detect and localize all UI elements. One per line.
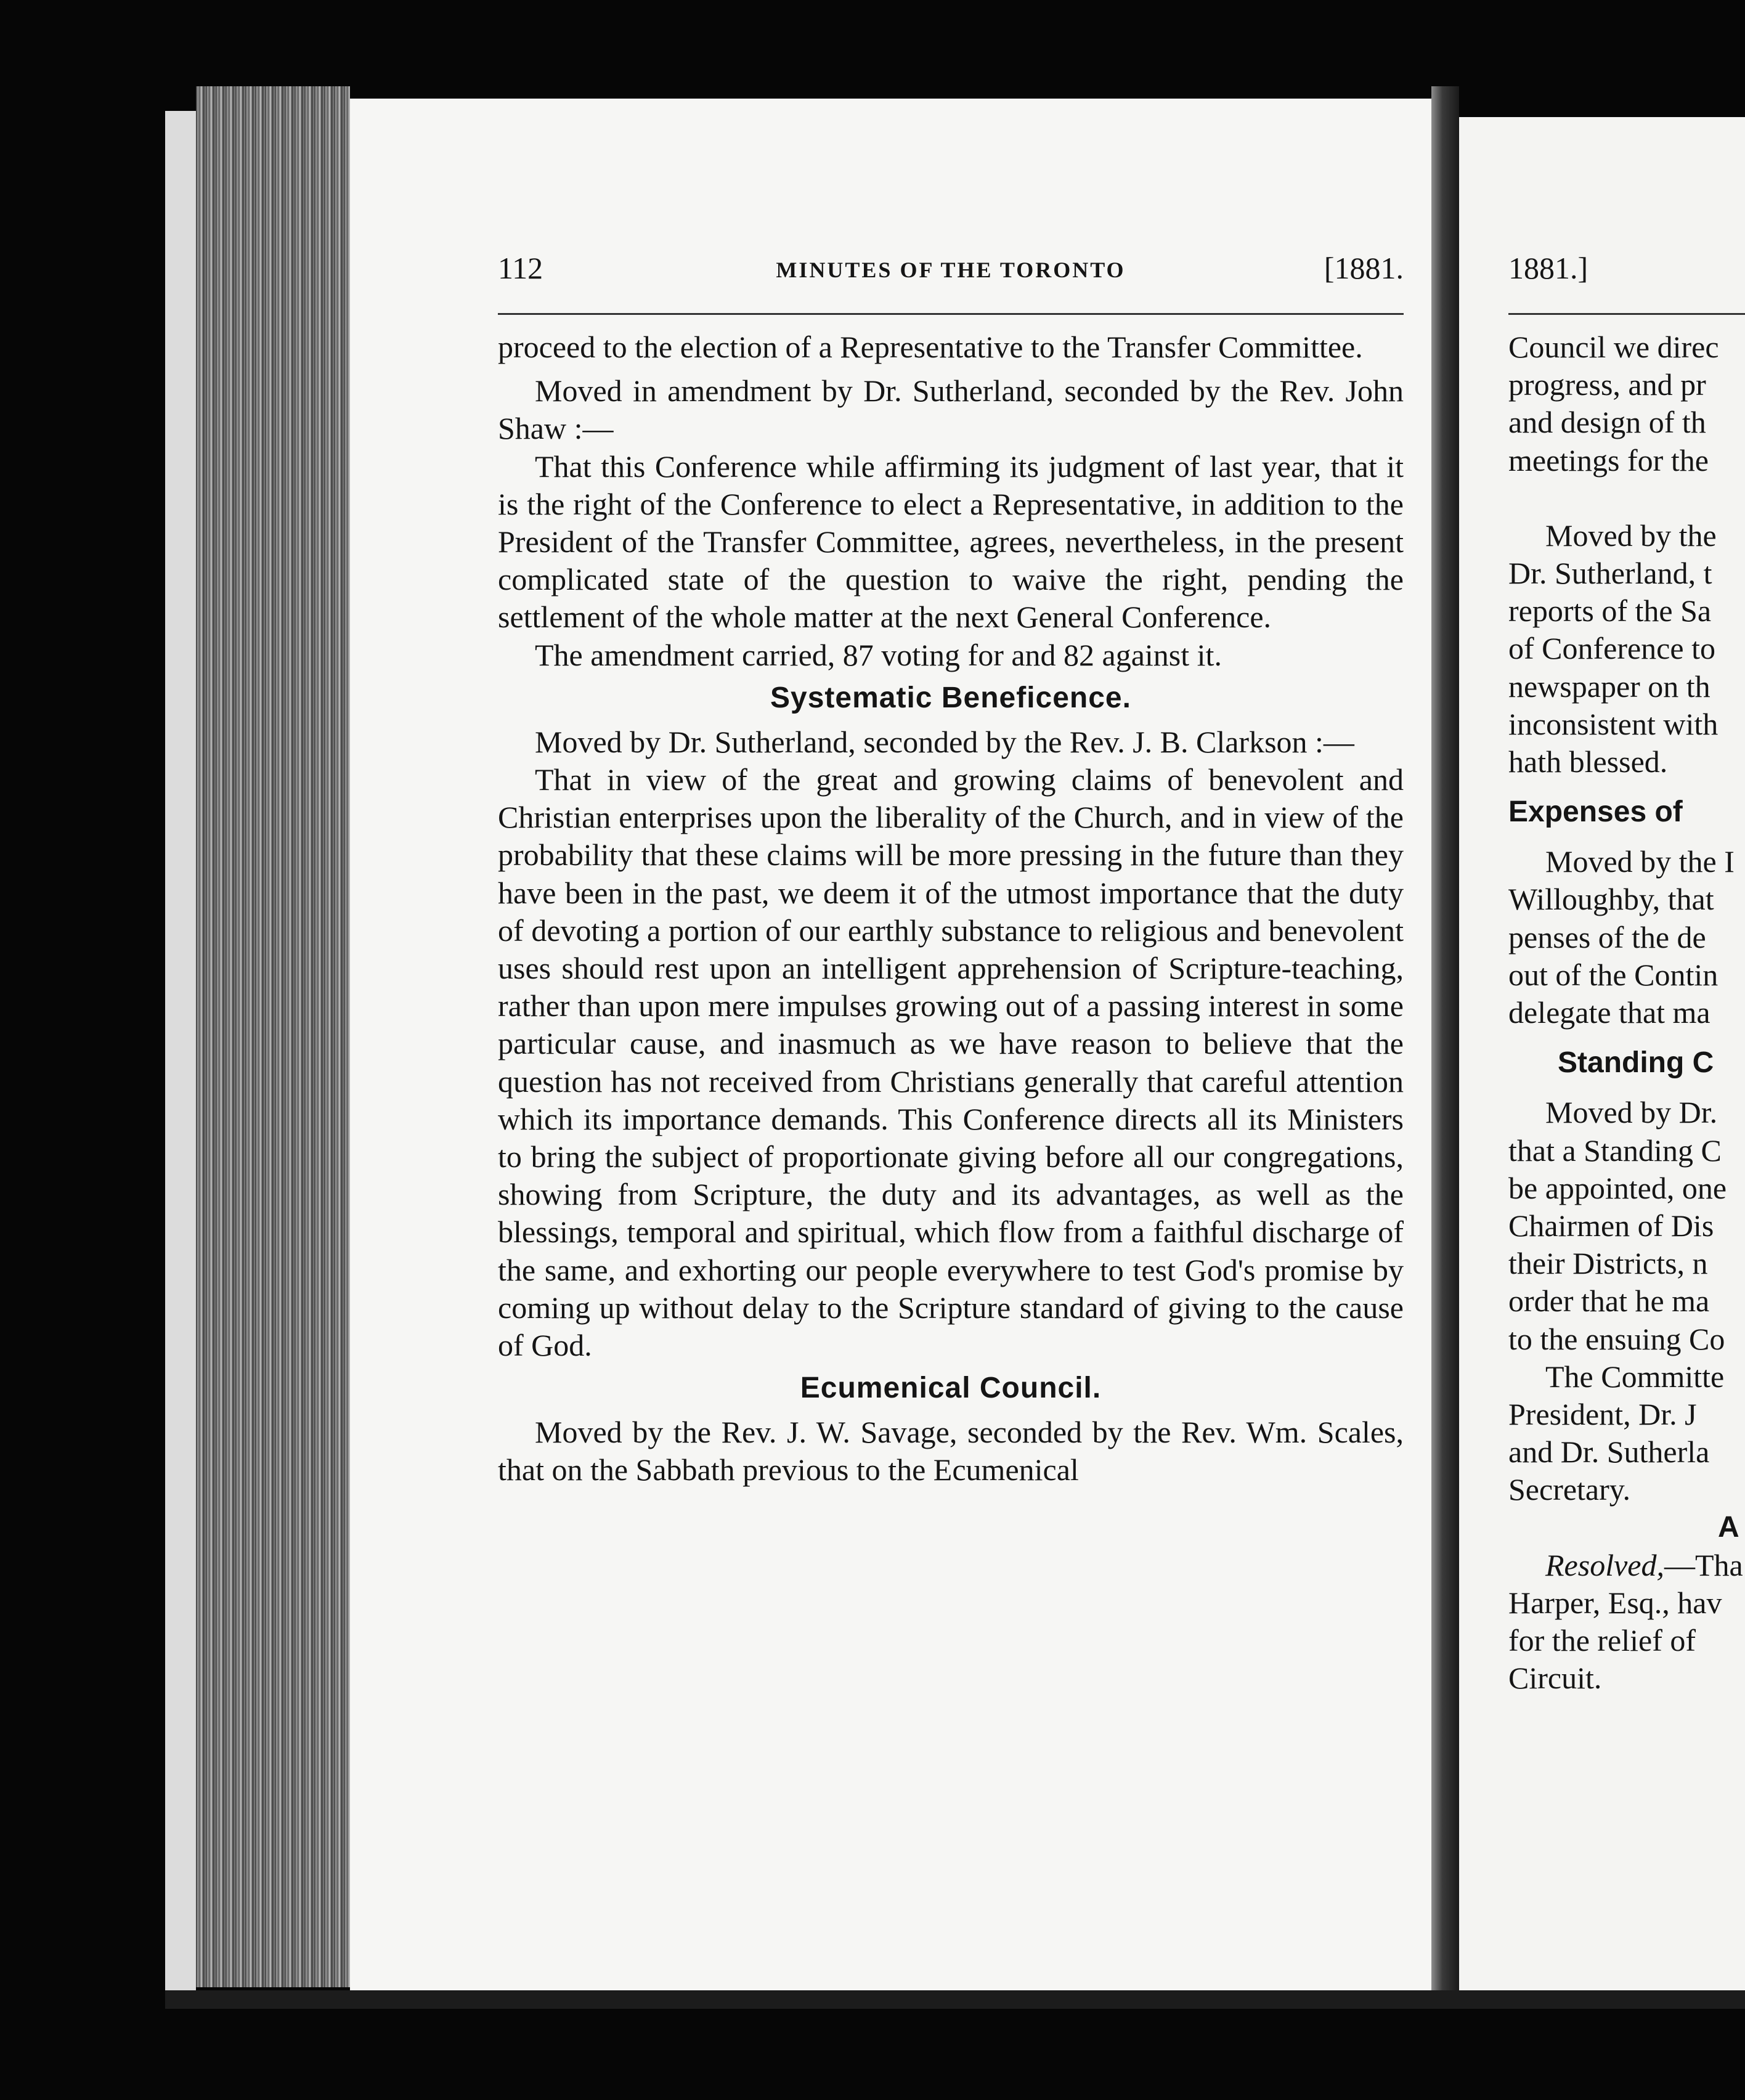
running-head bbox=[498, 246, 1404, 290]
text-line: newspaper on th bbox=[1508, 669, 1710, 704]
section-heading: A bbox=[1718, 1511, 1739, 1544]
section-heading: Standing C bbox=[1558, 1046, 1714, 1080]
page-number: 112 bbox=[498, 251, 543, 285]
section-heading: Ecumenical Council. bbox=[800, 1372, 1102, 1405]
text-line: Council we direc bbox=[1508, 330, 1719, 364]
paragraph: Moved by Dr. Sutherland, seconded by the Rev. J. B. Clarkson :— bbox=[535, 724, 1354, 759]
book-gutter bbox=[1431, 86, 1459, 1990]
paragraph: That this Conference while affirming its judgment of last year, that it is the right of the Conference to elect a Representative, in addition to the President of the Transfer Committee, agrees, nevertheless, in the present complicated state of the question to waive the right, pending the settlement of the whole matter at the next General Conference. bbox=[498, 449, 1404, 635]
text-line: delegate that ma bbox=[1508, 995, 1710, 1030]
paragraph: proceed to the election of a Representative to the Transfer Committee. bbox=[498, 330, 1363, 364]
text-line: penses of the de bbox=[1508, 919, 1706, 954]
text-line: Willoughby, that bbox=[1508, 882, 1714, 917]
spacer bbox=[1508, 1081, 1745, 1094]
text-line: Circuit. bbox=[1508, 1661, 1602, 1696]
spacer bbox=[1508, 1032, 1745, 1044]
book-cover-edge bbox=[165, 111, 196, 1990]
text-line: Dr. Sutherland, t bbox=[1508, 555, 1712, 590]
text-line: Moved by the bbox=[1545, 518, 1717, 553]
text-line: hath blessed. bbox=[1508, 744, 1668, 779]
text-line: to the ensuing Co bbox=[1508, 1321, 1725, 1356]
spacer bbox=[1508, 479, 1745, 517]
resolved-label: Resolved, bbox=[1545, 1547, 1664, 1582]
text-line: and Dr. Sutherla bbox=[1508, 1435, 1710, 1470]
resolved-text: —Tha bbox=[1664, 1547, 1743, 1582]
text-line: President, Dr. J bbox=[1508, 1396, 1697, 1431]
paragraph: Moved by the Rev. J. W. Savage, seconded by the Rev. Wm. Scales, that on the Sabbath previous to the Ecumenical bbox=[498, 1415, 1404, 1488]
left-page-text bbox=[498, 246, 1404, 1489]
section-heading: Expenses of bbox=[1508, 796, 1683, 829]
text-line: Secretary. bbox=[1508, 1472, 1631, 1507]
paragraph: That in view of the great and growing claims of benevolent and Christian enterprises upon the liberality of the Church, and in view of the probability that these claims will be more pressing in the future than they have been in the past, we deem it of the utmost importance that the duty of devoting a portion of our earthly substance to religious and benevolent uses should rest upon an intelligent apprehension of Scripture-teaching, rather than upon mere impulses growing out of a passing interest in some particular cause, and inasmuch as we have reason to believe that the question has not received from Christians generally that careful attention which its importance demands. This Conference directs all its Ministers to bring the subject of proportionate giving before all our congregations, showing from Scripture, the duty and its advantages, as well as the blessings, temporal and spiritual, which flow from a faithful discharge of the same, and exhorting our people everywhere to test God's promise by coming up without delay to the Scripture standard of giving to the cause of God. bbox=[498, 762, 1404, 1363]
right-page-text bbox=[1508, 246, 1745, 1697]
text-line: order that he ma bbox=[1508, 1284, 1710, 1319]
text-line: that a Standing C bbox=[1508, 1133, 1722, 1168]
paragraph: Moved in amendment by Dr. Sutherland, seconded by the Rev. John Shaw :— bbox=[498, 373, 1404, 446]
text-line: The Committe bbox=[1545, 1359, 1725, 1394]
text-line: reports of the Sa bbox=[1508, 593, 1712, 629]
spacer bbox=[1508, 831, 1745, 843]
text-line: be appointed, one bbox=[1508, 1170, 1727, 1205]
bottom-shadow bbox=[165, 1990, 1745, 2009]
running-year: [1881. bbox=[1324, 251, 1404, 285]
text-line: progress, and pr bbox=[1508, 367, 1706, 402]
text-line: for the relief of bbox=[1508, 1623, 1696, 1658]
text-line: and design of th bbox=[1508, 405, 1706, 440]
header-rule bbox=[498, 313, 1404, 315]
text-line: Harper, Esq., hav bbox=[1508, 1585, 1722, 1620]
spacer bbox=[1508, 781, 1745, 793]
text-line: Chairmen of Dis bbox=[1508, 1208, 1714, 1243]
text-line bbox=[1508, 1547, 1745, 1584]
text-line: their Districts, n bbox=[1508, 1246, 1708, 1281]
text-line: meetings for the bbox=[1508, 442, 1709, 478]
text-line: Moved by Dr. bbox=[1545, 1095, 1718, 1130]
running-year: 1881.] bbox=[1508, 251, 1588, 285]
text-line: out of the Contin bbox=[1508, 957, 1719, 992]
text-line: Moved by the I bbox=[1545, 844, 1735, 879]
page-edges bbox=[196, 86, 350, 1987]
text-line: inconsistent with bbox=[1508, 706, 1719, 741]
paragraph: The amendment carried, 87 voting for and 82 against it. bbox=[535, 637, 1222, 672]
running-title: MINUTES OF THE TORONTO bbox=[776, 258, 1126, 282]
header-rule bbox=[1508, 313, 1745, 315]
text-line: of Conference to bbox=[1508, 631, 1715, 666]
section-heading: Systematic Beneficence. bbox=[770, 681, 1131, 714]
